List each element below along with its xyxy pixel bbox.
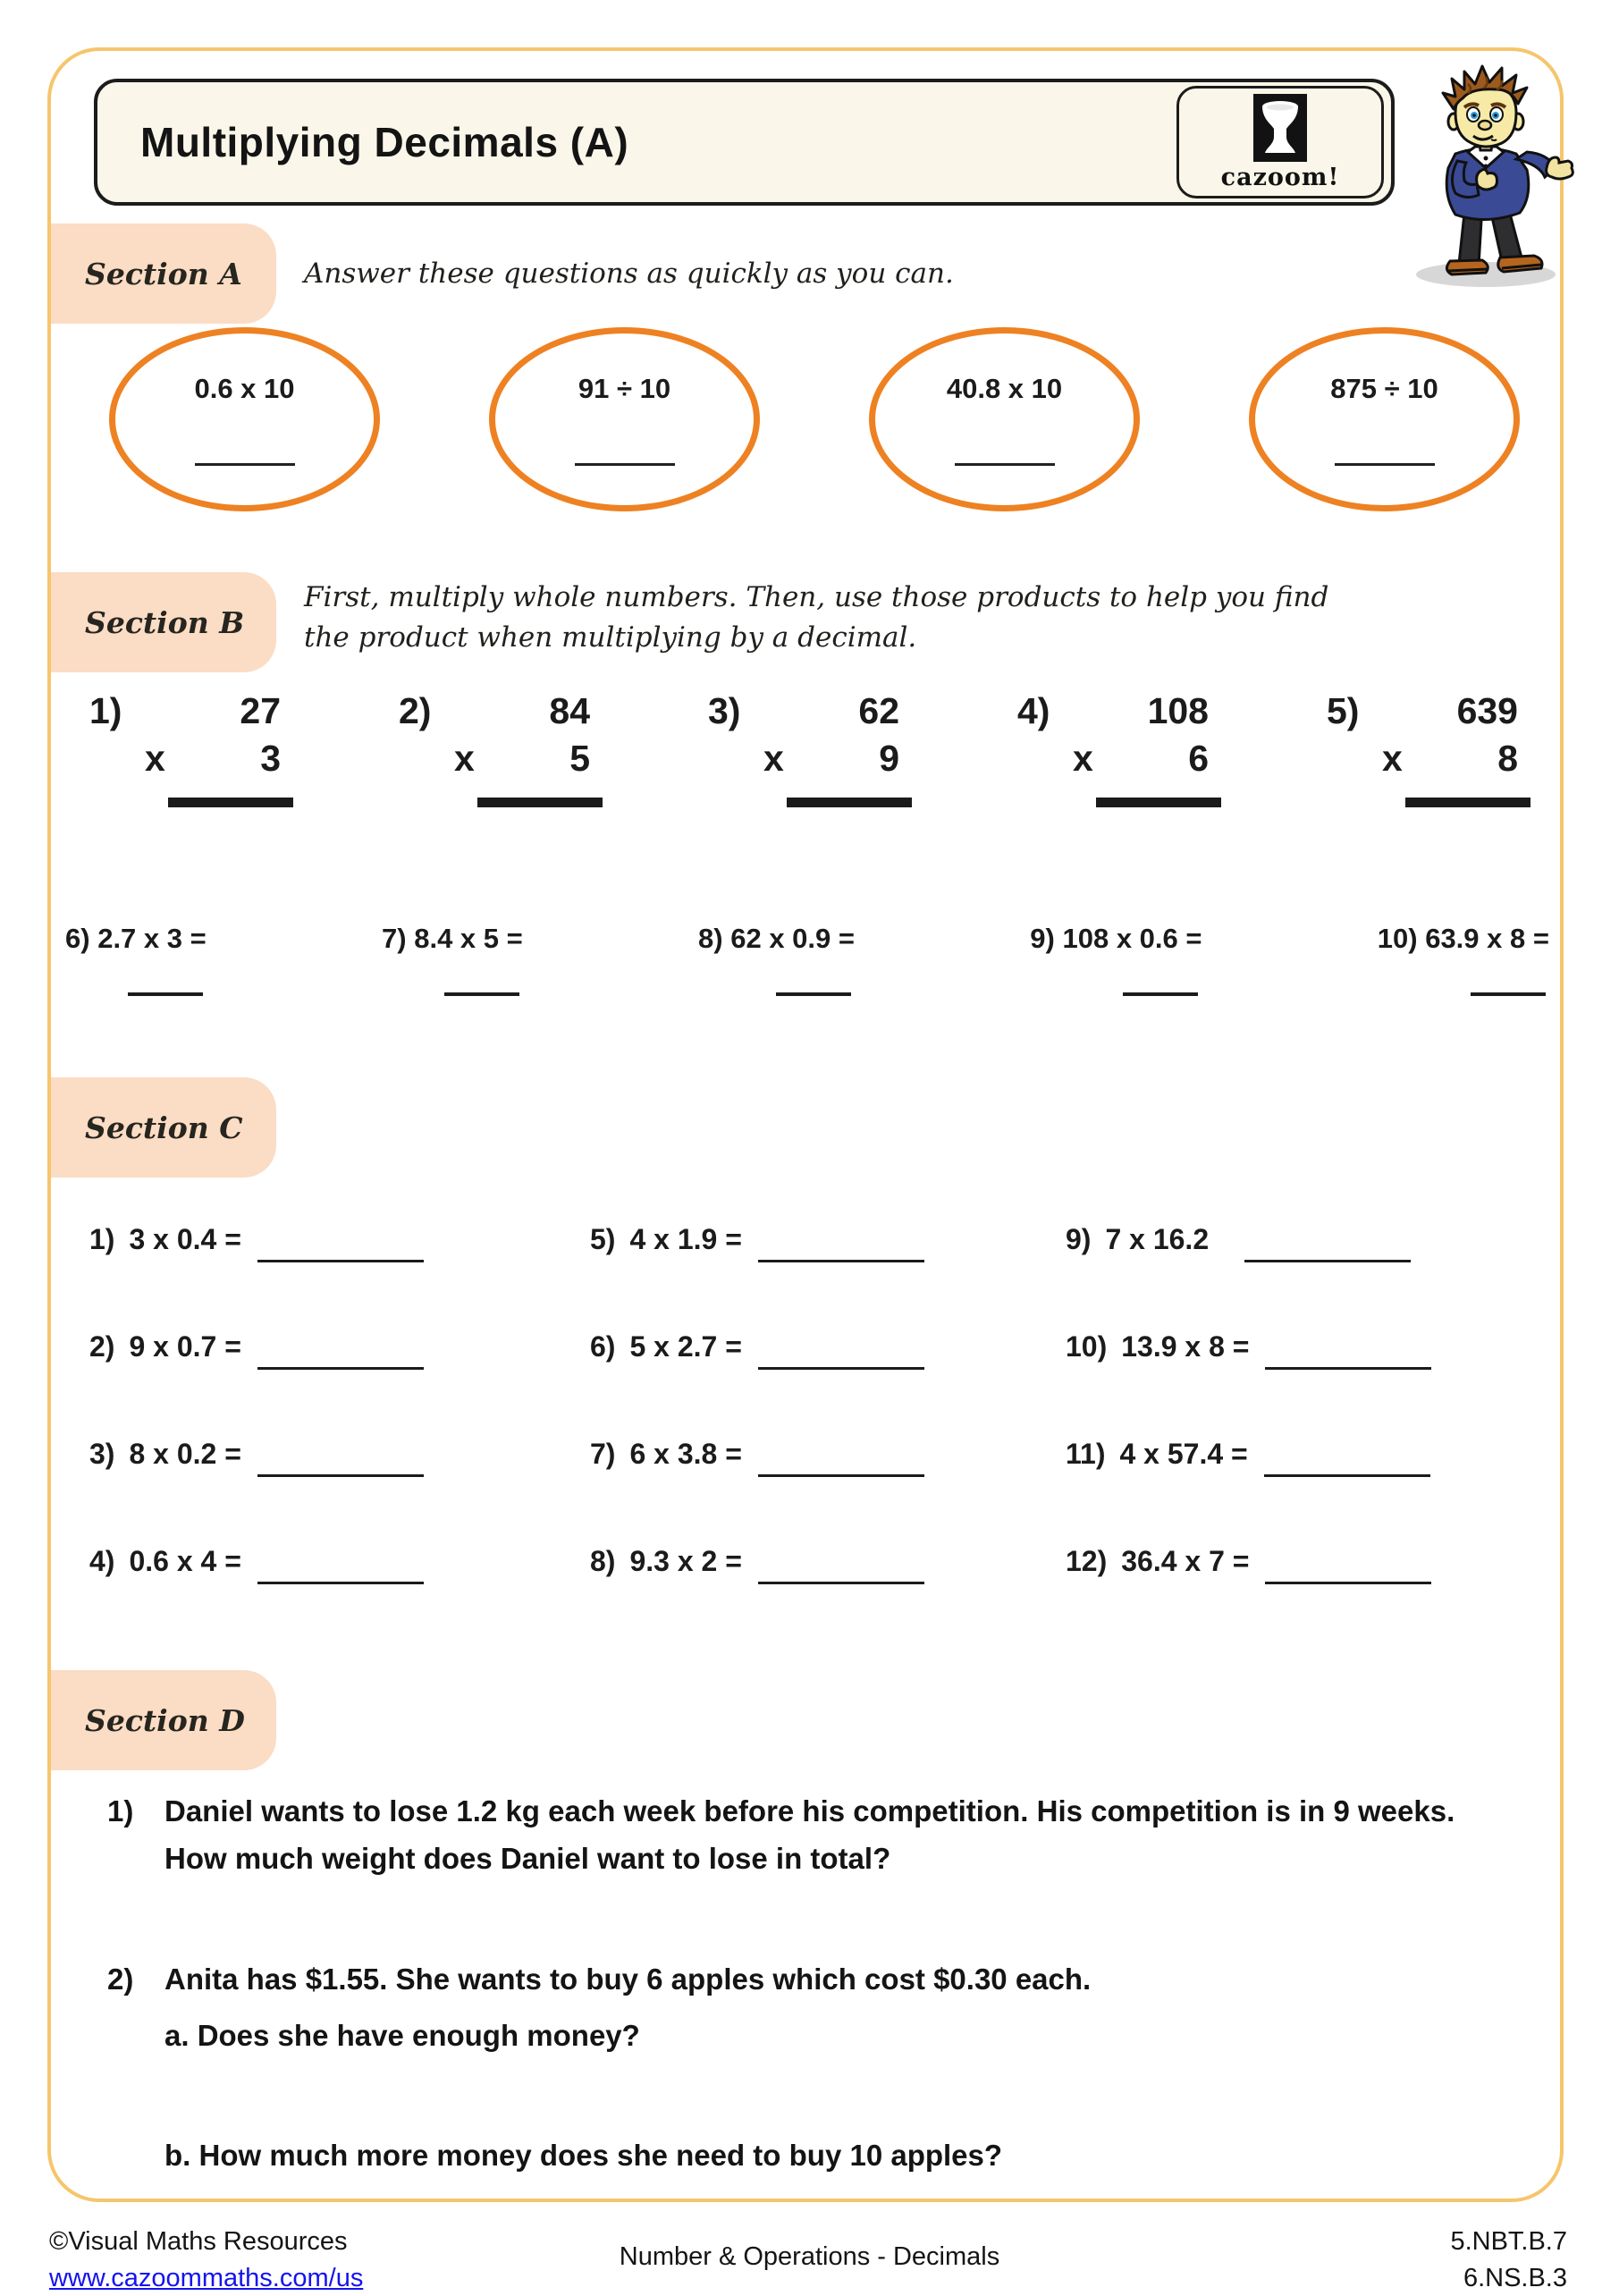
answer-rule[interactable] <box>1096 798 1221 807</box>
section-a-ovals-row <box>109 327 1520 511</box>
cazoom-logo-text: cazoom! <box>1220 163 1340 191</box>
expression: 7 x 16.2 <box>1105 1223 1210 1255</box>
answer-line[interactable] <box>257 1582 424 1584</box>
section-b-instruction <box>304 578 1328 658</box>
expression: 13.9 x 8 = <box>1121 1330 1250 1363</box>
top-operand: 108 <box>1147 690 1209 731</box>
answer-line[interactable] <box>1244 1260 1411 1262</box>
problem-number: 6) <box>65 923 90 954</box>
section-c-tab <box>51 1077 276 1178</box>
problem-number: 12) <box>1066 1545 1108 1577</box>
answer-line[interactable] <box>1265 1367 1431 1370</box>
problem-number: 9) <box>1030 923 1055 954</box>
mascot-boy-illustration <box>1396 54 1575 291</box>
page-title: Multiplying Decimals (A) <box>140 119 629 165</box>
answer-rule[interactable] <box>1405 798 1530 807</box>
oval-expression: 875 ÷ 10 <box>1330 373 1438 404</box>
section-a-tab <box>51 224 276 324</box>
grid-problem <box>89 1330 590 1363</box>
answer-rule[interactable] <box>168 798 293 807</box>
problem-number: 9) <box>1066 1223 1092 1255</box>
problem-number: 8) <box>698 923 723 954</box>
bottom-operand: 9 <box>879 738 899 779</box>
problem-number: 4) <box>89 1545 115 1577</box>
problem-number: 7) <box>590 1438 616 1470</box>
section-d-tab <box>51 1670 276 1770</box>
multiply-sign: x <box>1382 738 1403 779</box>
grid-problem <box>89 1223 590 1256</box>
inline-problem <box>1030 923 1202 996</box>
vertical-problem <box>1017 690 1221 807</box>
expression: 4 x 57.4 = <box>1119 1438 1248 1470</box>
oval-question <box>869 327 1140 511</box>
problem-number: 3) <box>89 1438 115 1470</box>
answer-line[interactable] <box>257 1260 424 1262</box>
section-c-grid <box>89 1223 1539 1578</box>
title-box <box>94 79 1395 206</box>
expression: 8.4 x 5 = <box>414 923 523 954</box>
footer-standards <box>1450 2224 1567 2296</box>
grid-problem <box>590 1330 1066 1363</box>
oval-question <box>109 327 380 511</box>
section-a-label: Section A <box>85 256 242 291</box>
vertical-problem <box>89 690 293 807</box>
expression: 108 x 0.6 = <box>1062 923 1202 954</box>
oval-question <box>1249 327 1520 511</box>
expression: 4 x 1.9 = <box>629 1223 742 1255</box>
expression: 5 x 2.7 = <box>629 1330 742 1363</box>
expression: 9.3 x 2 = <box>629 1545 742 1577</box>
answer-line[interactable] <box>955 463 1055 466</box>
problem-number: 10) <box>1066 1330 1108 1363</box>
section-a-instruction: Answer these questions as quickly as you can. <box>304 257 954 290</box>
grid-problem <box>89 1545 590 1578</box>
problem-number: 6) <box>590 1330 616 1363</box>
answer-rule[interactable] <box>477 798 603 807</box>
grid-problem <box>1066 1545 1539 1578</box>
section-c-label: Section C <box>85 1110 243 1145</box>
expression: 8 x 0.2 = <box>129 1438 241 1470</box>
problem-number: 5) <box>590 1223 616 1255</box>
answer-line[interactable] <box>1471 992 1546 996</box>
expression: 62 x 0.9 = <box>730 923 855 954</box>
section-b-label: Section B <box>85 604 245 640</box>
multiply-sign: x <box>454 738 475 779</box>
expression: 3 x 0.4 = <box>129 1223 241 1255</box>
word-problem-2 <box>107 1956 1506 2004</box>
expression: 6 x 3.8 = <box>629 1438 742 1470</box>
answer-line[interactable] <box>758 1367 924 1370</box>
inline-problem <box>698 923 855 996</box>
top-operand: 27 <box>240 690 281 731</box>
vertical-problems-row <box>89 690 1530 807</box>
vertical-problem <box>399 690 603 807</box>
problem-number: 5) <box>1327 690 1360 731</box>
oval-expression: 0.6 x 10 <box>194 373 295 404</box>
problem-number: 10) <box>1377 923 1418 954</box>
inline-problem <box>65 923 207 996</box>
problem-number: 2) <box>89 1330 115 1363</box>
problem-number: 11) <box>1066 1438 1106 1470</box>
expression: 36.4 x 7 = <box>1121 1545 1250 1577</box>
expression: 2.7 x 3 = <box>97 923 207 954</box>
answer-rule[interactable] <box>787 798 912 807</box>
copyright-text: ©Visual Maths Resources <box>49 2227 348 2256</box>
cazoom-logo-badge <box>1176 86 1384 198</box>
problem-number: 2) <box>399 690 432 731</box>
answer-line[interactable] <box>257 1367 424 1370</box>
problem-number: 4) <box>1017 690 1050 731</box>
answer-line[interactable] <box>758 1260 924 1262</box>
grid-problem <box>1066 1330 1539 1363</box>
bottom-operand: 3 <box>260 738 281 779</box>
answer-line[interactable] <box>444 992 519 996</box>
bottom-operand: 6 <box>1188 738 1209 779</box>
standard-code-1: 5.NBT.B.7 <box>1450 2227 1567 2256</box>
problem-number: 1) <box>89 1223 115 1255</box>
problem-number: 2) <box>107 1963 134 1996</box>
answer-line[interactable] <box>128 992 203 996</box>
section-b-instruction-line1: First, multiply whole numbers. Then, use those products to help you find <box>304 581 1329 613</box>
problem-number: 1) <box>89 690 122 731</box>
grid-problem <box>1066 1223 1539 1256</box>
vertical-problem <box>708 690 912 807</box>
bottom-operand: 5 <box>569 738 590 779</box>
answer-line[interactable] <box>1264 1474 1430 1477</box>
inline-problem <box>1378 923 1549 996</box>
grid-problem <box>590 1545 1066 1578</box>
answer-line[interactable] <box>1123 992 1198 996</box>
inline-problems-row <box>65 923 1549 996</box>
section-b-instruction-line2: the product when multiplying by a decimal. <box>304 620 917 654</box>
top-operand: 84 <box>549 690 590 731</box>
top-operand: 639 <box>1456 690 1518 731</box>
problem-text: Anita has $1.55. She wants to buy 6 apples which cost $0.30 each. <box>164 1963 1092 1996</box>
section-b-tab <box>51 572 276 672</box>
answer-line[interactable] <box>758 1582 924 1584</box>
multiply-sign: x <box>1073 738 1093 779</box>
oval-expression: 40.8 x 10 <box>946 373 1063 404</box>
answer-line[interactable] <box>575 463 675 466</box>
answer-line[interactable] <box>1335 463 1435 466</box>
word-problem-2b: b. How much more money does she need to buy 10 apples? <box>164 2139 1003 2172</box>
answer-line[interactable] <box>195 463 295 466</box>
expression: 0.6 x 4 = <box>129 1545 241 1577</box>
answer-line[interactable] <box>257 1474 424 1477</box>
oval-question <box>489 327 760 511</box>
grid-problem <box>590 1438 1066 1471</box>
answer-line[interactable] <box>758 1474 924 1477</box>
grid-problem <box>590 1223 1066 1256</box>
section-d-label: Section D <box>85 1702 245 1738</box>
answer-line[interactable] <box>1265 1582 1431 1584</box>
word-problem-1 <box>107 1788 1506 1883</box>
inline-problem <box>382 923 523 996</box>
problem-text: Daniel wants to lose 1.2 kg each week before his competition. His competition is in 9 weeks. How much weight does Daniel want to lose in total? <box>164 1794 1455 1875</box>
grid-problem <box>1066 1438 1539 1471</box>
problem-number: 7) <box>382 923 407 954</box>
grid-problem <box>89 1438 590 1471</box>
problem-number: 1) <box>107 1794 134 1828</box>
problem-number: 8) <box>590 1545 616 1577</box>
oval-expression: 91 ÷ 10 <box>578 373 671 404</box>
standard-code-2: 6.NS.B.3 <box>1463 2263 1567 2292</box>
multiply-sign: x <box>145 738 165 779</box>
multiply-sign: x <box>763 738 784 779</box>
expression: 9 x 0.7 = <box>129 1330 241 1363</box>
top-operand: 62 <box>858 690 899 731</box>
footer-website-link[interactable]: www.cazoommaths.com/us <box>49 2263 364 2292</box>
vertical-problem <box>1327 690 1530 807</box>
word-problem-2a: a. Does she have enough money? <box>164 2019 640 2052</box>
bottom-operand: 8 <box>1497 738 1518 779</box>
problem-number: 3) <box>708 690 741 731</box>
expression: 63.9 x 8 = <box>1425 923 1549 954</box>
footer-topic: Number & Operations - Decimals <box>619 2242 1000 2271</box>
answer-line[interactable] <box>776 992 851 996</box>
drum-icon <box>1253 94 1307 162</box>
